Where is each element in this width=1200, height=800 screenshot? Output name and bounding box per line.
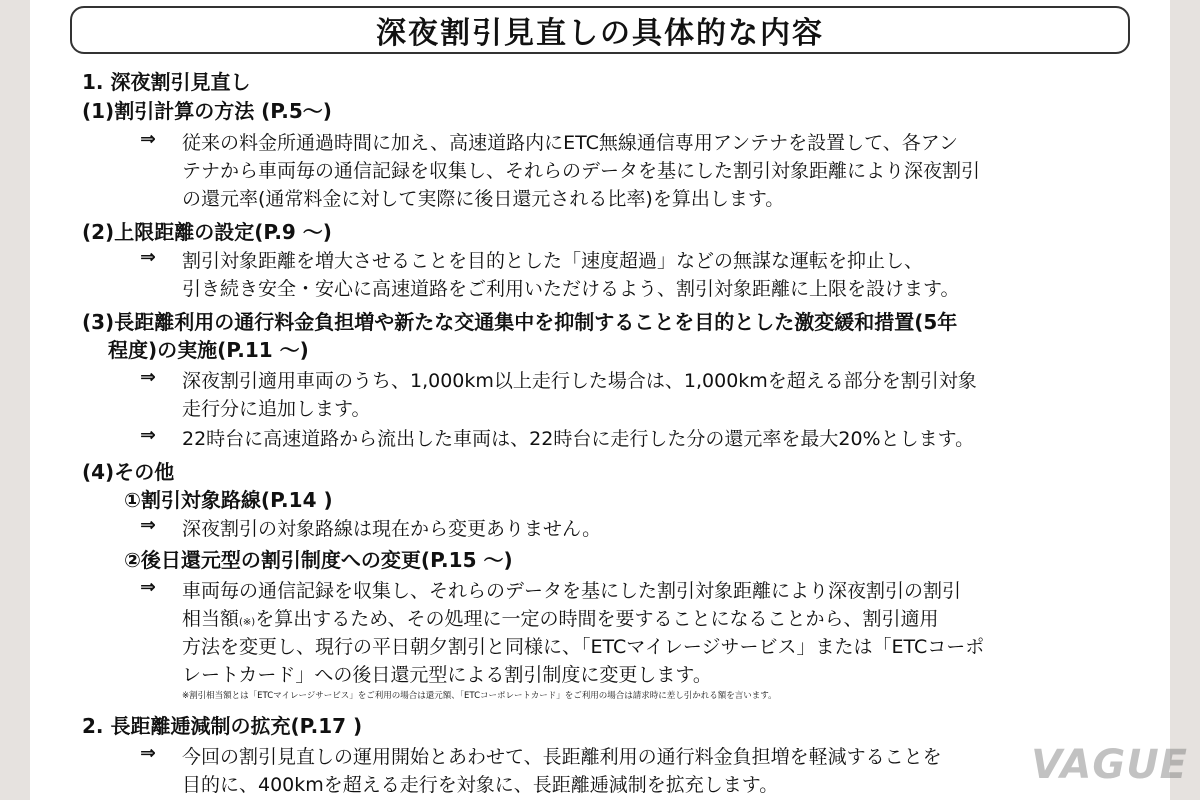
arrow-icon: ⇒ [140,576,156,598]
footnote-mark: (※) [239,617,256,628]
body-line: 走行分に追加します。 [182,398,371,420]
body-line: 今回の割引見直しの運用開始とあわせて、長距離利用の通行料金負担増を軽減することを [182,746,942,768]
body-line: 割引対象距離を増大させることを目的とした「速度超過」などの無謀な運転を抑止し、 [182,250,924,272]
body-text-fragment: を算出するため、その処理に一定の時間を要することになることから、割引適用 [255,608,939,630]
footnote: ※割引相当額とは「ETCマイレージサービス」をご利用の場合は還元額、「ETCコーポレートカード」をご利用の場合は請求時に差し引かれる額を言います。 [182,691,777,701]
body-line: レートカード」への後日還元型による割引制度に変更します。 [182,664,712,686]
arrow-icon: ⇒ [140,366,156,388]
arrow-icon: ⇒ [140,246,156,268]
section-heading: 2. 長距離逓減制の拡充(P.17 ) [82,714,363,738]
body-line: 深夜割引適用車両のうち、1,000km以上走行した場合は、1,000kmを超える部分を割引対象 [182,370,977,392]
body-text-fragment: 相当額 [182,608,240,630]
subsection-heading: (2)上限距離の設定(P.9 ～) [82,220,332,244]
body-line: 従来の料金所通過時間に加え、高速道路内にETC無線通信専用アンテナを設置して、各アン [182,132,959,154]
subsection-heading: 程度)の実施(P.11 ～) [108,338,309,362]
body-line: の還元率(通常料金に対して実際に後日還元される比率)を算出します。 [182,188,785,210]
item-heading: ②後日還元型の割引制度への変更(P.15 ～) [124,548,513,572]
body-line: 引き続き安全・安心に高速道路をご利用いただけるよう、割引対象距離に上限を設けます。 [182,278,960,300]
body-line [182,604,938,631]
watermark-logo: VAGUE [1031,742,1188,788]
arrow-icon: ⇒ [140,424,156,446]
body-line: 22時台に高速道路から流出した車両は、22時台に走行した分の還元率を最大20%とします。 [182,428,975,450]
body-line: 目的に、400kmを超える走行を対象に、長距離逓減制を拡充します。 [182,774,779,796]
subsection-heading: (4)その他 [82,460,175,484]
page-title: 深夜割引見直しの具体的な内容 [376,16,824,51]
body-line: テナから車両毎の通信記録を収集し、それらのデータを基にした割引対象距離により深夜割引 [182,160,981,182]
title-box [70,6,1130,54]
arrow-icon: ⇒ [140,128,156,150]
section-heading: 1. 深夜割引見直し [82,70,251,94]
item-heading: ①割引対象路線(P.14 ) [124,488,333,512]
arrow-icon: ⇒ [140,742,156,764]
subsection-heading: (1)割引計算の方法 (P.5～) [82,99,332,123]
body-line: 深夜割引の対象路線は現在から変更ありません。 [182,518,602,540]
arrow-icon: ⇒ [140,514,156,536]
body-line: 方法を変更し、現行の平日朝夕割引と同様に、「ETCマイレージサービス」または「ETCコーポ [182,636,985,658]
body-line: 車両毎の通信記録を収集し、それらのデータを基にした割引対象距離により深夜割引の割引 [182,580,962,602]
subsection-heading: (3)長距離利用の通行料金負担増や新たな交通集中を抑制することを目的とした激変緩和措置(5年 [82,310,958,334]
